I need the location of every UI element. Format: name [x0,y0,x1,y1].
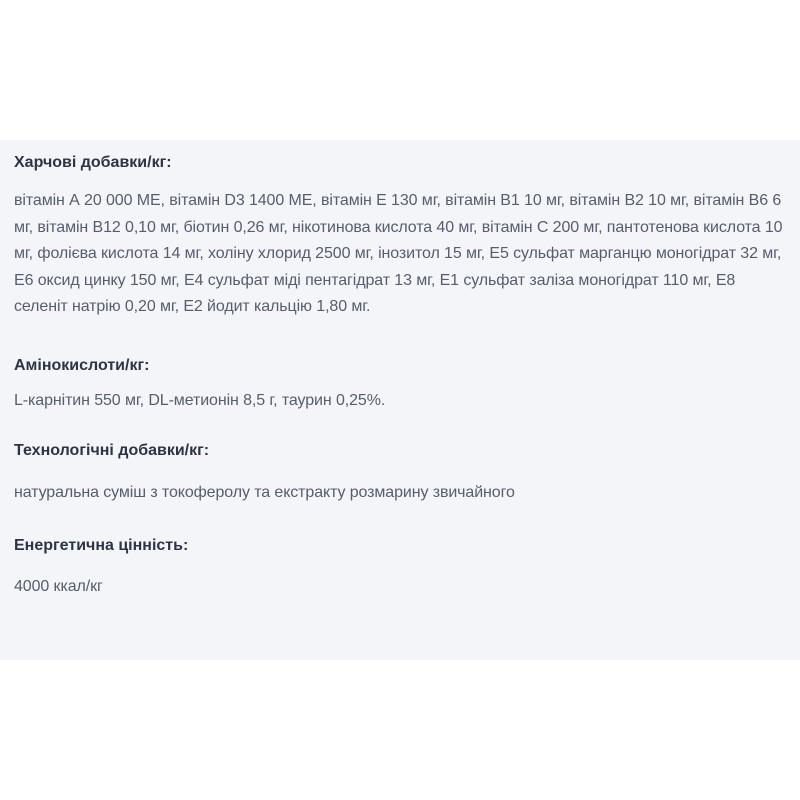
feed-additives-heading: Харчові добавки/кг: [14,154,172,171]
technological-additives-heading: Технологічні добавки/кг: [14,442,210,459]
energy-value-text: 4000 ккал/кг [14,577,103,595]
composition-panel [0,140,800,660]
feed-additives-text: вітамін А 20 000 МЕ, вітамін D3 1400 МЕ, вітамін Е 130 мг, вітамін В1 10 мг, вітамін В2 10 мг, вітамін В6 6 мг, вітамін В12 0,10 мг, біотин 0,26 мг, нікотинова кислота 40 мг, вітамін С 200 мг, пантотенова кислота 10 мг, фолієва кислота 14 мг, холіну хлорид 2500 мг, інозитол 15 мг, Е5 сульфат марганцю моногідрат 32 мг, Е6 оксид цинку 150 мг, Е4 сульфат міді пентагідрат 13 мг, Е1 сульфат заліза моногідрат 110 мг, Е8 селеніт натрію 0,20 мг, Е2 йодит кальцію 1,80 мг. [14,192,783,315]
technological-additives-text: натуральна суміш з токоферолу та екстракту розмарину звичайного [14,484,515,501]
amino-acids-text: L-карнітин 550 мг, DL-метионін 8,5 г, таурин 0,25%. [14,391,386,409]
amino-acids-heading: Амінокислоти/кг: [14,356,150,374]
energy-value-heading: Енергетична цінність: [14,536,189,554]
